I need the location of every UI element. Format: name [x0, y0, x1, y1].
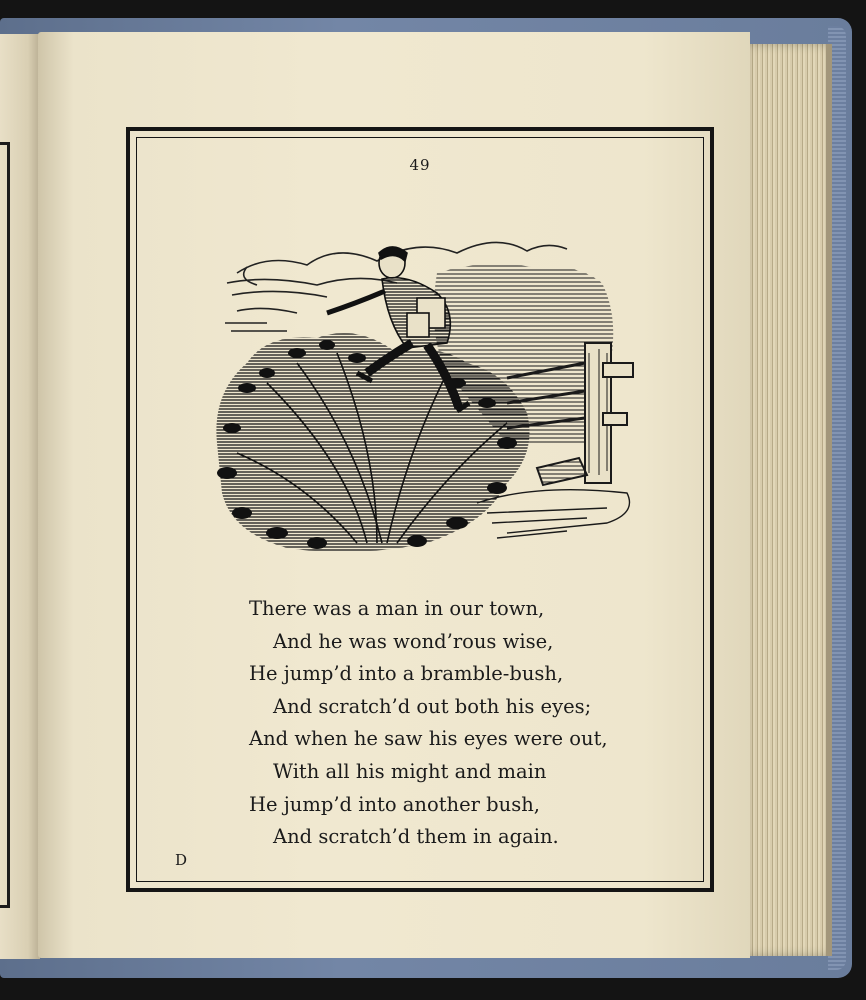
- verse-line: And scratch’d them in again.: [273, 825, 559, 849]
- bramble-bush-illustration: [207, 213, 647, 563]
- left-page: [0, 34, 40, 959]
- verse-line: There was a man in our town,: [249, 597, 545, 620]
- right-page: [38, 32, 750, 958]
- page-frame-inner: [136, 137, 704, 882]
- verse-line: And scratch’d out both his eyes;: [273, 694, 592, 718]
- left-page-border: [0, 142, 10, 908]
- verse-line: And when he saw his eyes were out,: [249, 727, 608, 751]
- signature-mark: D: [175, 851, 188, 869]
- verse: [249, 593, 669, 854]
- page-edges: [740, 44, 832, 956]
- verse-line: He jump’d into another bush,: [249, 792, 540, 816]
- verse-line: With all his might and main: [273, 759, 547, 783]
- page-number: 49: [409, 156, 431, 174]
- verse-line: And he was wond’rous wise,: [273, 629, 554, 653]
- ground: [477, 490, 630, 538]
- page-frame: [126, 127, 714, 892]
- verse-line: He jump’d into a bramble-bush,: [249, 662, 564, 686]
